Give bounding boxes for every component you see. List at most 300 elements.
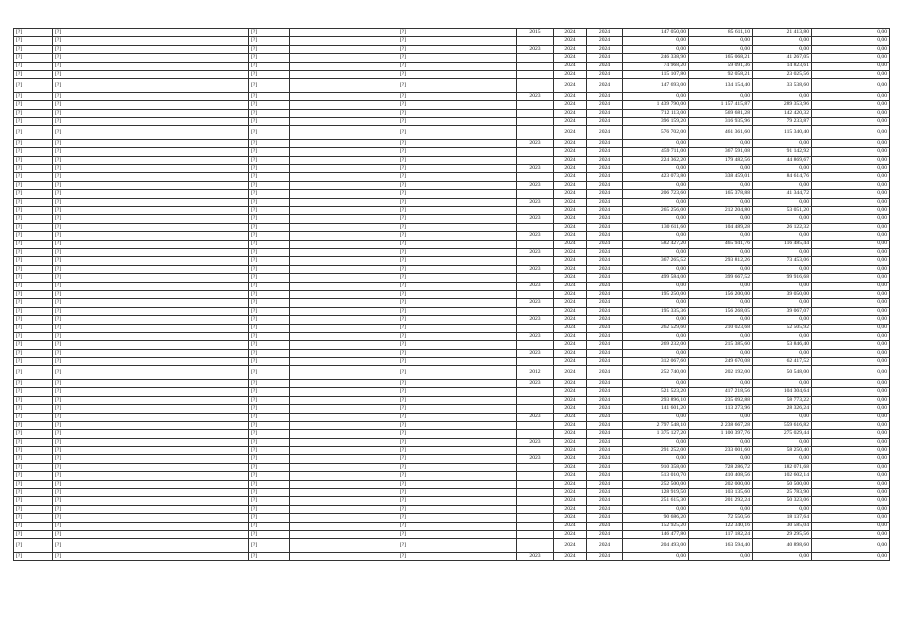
fund-share-cell: 85 611,10	[689, 29, 753, 37]
start-year-cell: 2024	[554, 332, 587, 340]
work-type-cell: [?]	[290, 223, 517, 231]
design-year-cell: 2023	[517, 349, 554, 357]
address-cell: [?]	[53, 497, 249, 505]
fund-share-cell: 367 591,08	[689, 148, 753, 156]
design-year-cell	[517, 489, 554, 497]
end-year-cell: 2024	[587, 341, 623, 349]
owner-share-cell: 0,00	[812, 530, 890, 538]
budget-share-cell: 53 846,40	[753, 341, 812, 349]
fund-share-cell: 0,00	[689, 215, 753, 223]
build-year-cell: [?]	[249, 388, 290, 396]
total-cost-cell: 459 711,00	[623, 148, 689, 156]
owner-share-cell: 0,00	[812, 463, 890, 471]
table-row	[14, 379, 890, 387]
work-type-cell: [?]	[290, 37, 517, 45]
design-year-cell	[517, 514, 554, 522]
total-cost-cell: 252 500,00	[623, 480, 689, 488]
budget-share-cell: 79 233,87	[753, 118, 812, 126]
build-year-cell: [?]	[249, 62, 290, 70]
address-cell: [?]	[53, 514, 249, 522]
budget-share-cell: 53 051,20	[753, 207, 812, 215]
row-number-cell: [?]	[14, 257, 53, 265]
work-type-cell: [?]	[290, 109, 517, 117]
total-cost-cell: 712 113,00	[623, 109, 689, 117]
address-cell: [?]	[53, 447, 249, 455]
budget-share-cell: 84 614,76	[753, 173, 812, 181]
table-row	[14, 109, 890, 117]
end-year-cell: 2024	[587, 413, 623, 421]
owner-share-cell: 0,00	[812, 92, 890, 100]
budget-share-cell: 0,00	[753, 139, 812, 147]
work-type-cell: [?]	[290, 539, 517, 553]
row-number-cell: [?]	[14, 282, 53, 290]
table-row	[14, 316, 890, 324]
budget-share-cell: 0,00	[753, 248, 812, 256]
work-type-cell: [?]	[290, 207, 517, 215]
table-row	[14, 497, 890, 505]
address-cell: [?]	[53, 299, 249, 307]
table-row	[14, 455, 890, 463]
address-cell: [?]	[53, 62, 249, 70]
end-year-cell: 2024	[587, 70, 623, 78]
budget-share-cell: 0,00	[753, 379, 812, 387]
start-year-cell: 2024	[554, 379, 587, 387]
total-cost-cell: 0,00	[623, 45, 689, 53]
start-year-cell: 2024	[554, 232, 587, 240]
design-year-cell	[517, 156, 554, 164]
design-year-cell: 2023	[517, 92, 554, 100]
table-row	[14, 505, 890, 513]
owner-share-cell: 0,00	[812, 505, 890, 513]
work-type-cell: [?]	[290, 447, 517, 455]
total-cost-cell: 265 256,00	[623, 207, 689, 215]
address-cell: [?]	[53, 37, 249, 45]
owner-share-cell: 0,00	[812, 349, 890, 357]
start-year-cell: 2024	[554, 522, 587, 530]
table-row	[14, 530, 890, 538]
budget-share-cell: 102 602,14	[753, 472, 812, 480]
end-year-cell: 2024	[587, 530, 623, 538]
work-type-cell: [?]	[290, 430, 517, 438]
build-year-cell: [?]	[249, 156, 290, 164]
total-cost-cell: 0,00	[623, 165, 689, 173]
address-cell: [?]	[53, 223, 249, 231]
address-cell: [?]	[53, 45, 249, 53]
build-year-cell: [?]	[249, 290, 290, 298]
build-year-cell: [?]	[249, 349, 290, 357]
work-type-cell: [?]	[290, 480, 517, 488]
build-year-cell: [?]	[249, 299, 290, 307]
table-row	[14, 257, 890, 265]
total-cost-cell: 910 358,00	[623, 463, 689, 471]
row-number-cell: [?]	[14, 240, 53, 248]
fund-share-cell: 0,00	[689, 438, 753, 446]
row-number-cell: [?]	[14, 248, 53, 256]
end-year-cell: 2024	[587, 379, 623, 387]
row-number-cell: [?]	[14, 539, 53, 553]
budget-share-cell: 30 585,04	[753, 522, 812, 530]
table-row	[14, 126, 890, 140]
total-cost-cell: 128 919,50	[623, 489, 689, 497]
address-cell: [?]	[53, 198, 249, 206]
fund-share-cell: 233 001,60	[689, 447, 753, 455]
end-year-cell: 2024	[587, 126, 623, 140]
row-number-cell: [?]	[14, 190, 53, 198]
design-year-cell: 2023	[517, 165, 554, 173]
end-year-cell: 2024	[587, 539, 623, 553]
start-year-cell: 2024	[554, 165, 587, 173]
owner-share-cell: 0,00	[812, 148, 890, 156]
work-type-cell: [?]	[290, 514, 517, 522]
address-cell: [?]	[53, 505, 249, 513]
row-number-cell: [?]	[14, 341, 53, 349]
address-cell: [?]	[53, 388, 249, 396]
table-row	[14, 156, 890, 164]
address-cell: [?]	[53, 126, 249, 140]
work-type-cell: [?]	[290, 438, 517, 446]
budget-share-cell: 0,00	[753, 316, 812, 324]
row-number-cell: [?]	[14, 463, 53, 471]
address-cell: [?]	[53, 405, 249, 413]
table-row	[14, 421, 890, 429]
work-type-cell: [?]	[290, 190, 517, 198]
table-row	[14, 324, 890, 332]
row-number-cell: [?]	[14, 358, 53, 366]
owner-share-cell: 0,00	[812, 472, 890, 480]
budget-share-cell: 0,00	[753, 265, 812, 273]
row-number-cell: [?]	[14, 489, 53, 497]
end-year-cell: 2024	[587, 324, 623, 332]
address-cell: [?]	[53, 379, 249, 387]
owner-share-cell: 0,00	[812, 316, 890, 324]
design-year-cell	[517, 207, 554, 215]
end-year-cell: 2024	[587, 79, 623, 93]
fund-share-cell: 156 268,05	[689, 307, 753, 315]
work-type-cell: [?]	[290, 396, 517, 404]
total-cost-cell: 130 611,60	[623, 223, 689, 231]
build-year-cell: [?]	[249, 396, 290, 404]
design-year-cell: 2023	[517, 232, 554, 240]
total-cost-cell: 1 439 790,00	[623, 101, 689, 109]
fund-share-cell: 122 340,16	[689, 522, 753, 530]
table-row	[14, 290, 890, 298]
total-cost-cell: 204 493,00	[623, 539, 689, 553]
work-type-cell: [?]	[290, 552, 517, 560]
fund-share-cell: 0,00	[689, 332, 753, 340]
end-year-cell: 2024	[587, 282, 623, 290]
row-number-cell: [?]	[14, 274, 53, 282]
table-row	[14, 405, 890, 413]
build-year-cell: [?]	[249, 438, 290, 446]
end-year-cell: 2024	[587, 552, 623, 560]
work-type-cell: [?]	[290, 472, 517, 480]
end-year-cell: 2024	[587, 299, 623, 307]
fund-share-cell: 0,00	[689, 282, 753, 290]
budget-share-cell: 39 067,07	[753, 307, 812, 315]
table-row	[14, 274, 890, 282]
total-cost-cell: 147 693,00	[623, 79, 689, 93]
budget-share-cell: 62 417,52	[753, 358, 812, 366]
fund-share-cell: 72 550,56	[689, 514, 753, 522]
budget-share-cell: 99 916,68	[753, 274, 812, 282]
budget-share-cell: 73 453,06	[753, 257, 812, 265]
start-year-cell: 2024	[554, 324, 587, 332]
budget-share-cell: 21 413,80	[753, 29, 812, 37]
build-year-cell: [?]	[249, 274, 290, 282]
end-year-cell: 2024	[587, 447, 623, 455]
end-year-cell: 2024	[587, 198, 623, 206]
table-row	[14, 54, 890, 62]
start-year-cell: 2024	[554, 472, 587, 480]
fund-share-cell: 399 667,52	[689, 274, 753, 282]
budget-share-cell: 25 783,90	[753, 489, 812, 497]
design-year-cell	[517, 388, 554, 396]
table-row	[14, 165, 890, 173]
row-number-cell: [?]	[14, 156, 53, 164]
total-cost-cell: 115 107,80	[623, 70, 689, 78]
owner-share-cell: 0,00	[812, 358, 890, 366]
work-type-cell: [?]	[290, 505, 517, 513]
work-type-cell: [?]	[290, 215, 517, 223]
owner-share-cell: 0,00	[812, 54, 890, 62]
fund-share-cell: 0,00	[689, 349, 753, 357]
start-year-cell: 2024	[554, 101, 587, 109]
owner-share-cell: 0,00	[812, 257, 890, 265]
row-number-cell: [?]	[14, 396, 53, 404]
owner-share-cell: 0,00	[812, 223, 890, 231]
design-year-cell: 2023	[517, 379, 554, 387]
work-type-cell: [?]	[290, 126, 517, 140]
total-cost-cell: 513 010,70	[623, 472, 689, 480]
work-type-cell: [?]	[290, 148, 517, 156]
start-year-cell: 2024	[554, 257, 587, 265]
fund-share-cell: 103 135,60	[689, 489, 753, 497]
address-cell: [?]	[53, 92, 249, 100]
start-year-cell: 2024	[554, 349, 587, 357]
address-cell: [?]	[53, 396, 249, 404]
row-number-cell: [?]	[14, 70, 53, 78]
fund-share-cell: 215 385,60	[689, 341, 753, 349]
design-year-cell	[517, 430, 554, 438]
design-year-cell: 2023	[517, 455, 554, 463]
total-cost-cell: 312 067,60	[623, 358, 689, 366]
work-type-cell: [?]	[290, 332, 517, 340]
design-year-cell	[517, 126, 554, 140]
end-year-cell: 2024	[587, 215, 623, 223]
row-number-cell: [?]	[14, 165, 53, 173]
fund-share-cell: 210 023,68	[689, 324, 753, 332]
total-cost-cell: 0,00	[623, 282, 689, 290]
fund-share-cell: 202 000,00	[689, 480, 753, 488]
budget-share-cell: 0,00	[753, 37, 812, 45]
row-number-cell: [?]	[14, 37, 53, 45]
budget-share-cell: 116 485,44	[753, 240, 812, 248]
budget-share-cell: 23 025,56	[753, 70, 812, 78]
total-cost-cell: 0,00	[623, 265, 689, 273]
address-cell: [?]	[53, 232, 249, 240]
design-year-cell	[517, 472, 554, 480]
start-year-cell: 2024	[554, 109, 587, 117]
work-type-cell: [?]	[290, 282, 517, 290]
work-type-cell: [?]	[290, 265, 517, 273]
owner-share-cell: 0,00	[812, 438, 890, 446]
fund-share-cell: 0,00	[689, 92, 753, 100]
budget-share-cell: 0,00	[753, 332, 812, 340]
build-year-cell: [?]	[249, 447, 290, 455]
work-type-cell: [?]	[290, 101, 517, 109]
total-cost-cell: 0,00	[623, 413, 689, 421]
address-cell: [?]	[53, 207, 249, 215]
start-year-cell: 2024	[554, 198, 587, 206]
design-year-cell: 2023	[517, 248, 554, 256]
total-cost-cell: 0,00	[623, 232, 689, 240]
address-cell: [?]	[53, 480, 249, 488]
work-type-cell: [?]	[290, 366, 517, 380]
address-cell: [?]	[53, 29, 249, 37]
start-year-cell: 2024	[554, 396, 587, 404]
owner-share-cell: 0,00	[812, 173, 890, 181]
start-year-cell: 2024	[554, 366, 587, 380]
build-year-cell: [?]	[249, 366, 290, 380]
row-number-cell: [?]	[14, 552, 53, 560]
row-number-cell: [?]	[14, 472, 53, 480]
fund-share-cell: 0,00	[689, 505, 753, 513]
row-number-cell: [?]	[14, 324, 53, 332]
address-cell: [?]	[53, 118, 249, 126]
table-row	[14, 282, 890, 290]
total-cost-cell: 0,00	[623, 316, 689, 324]
build-year-cell: [?]	[249, 307, 290, 315]
budget-share-cell: 26 122,32	[753, 223, 812, 231]
work-type-cell: [?]	[290, 307, 517, 315]
total-cost-cell: 0,00	[623, 455, 689, 463]
build-year-cell: [?]	[249, 223, 290, 231]
address-cell: [?]	[53, 366, 249, 380]
start-year-cell: 2024	[554, 341, 587, 349]
work-type-cell: [?]	[290, 341, 517, 349]
budget-share-cell: 0,00	[753, 299, 812, 307]
owner-share-cell: 0,00	[812, 514, 890, 522]
fund-share-cell: 728 286,72	[689, 463, 753, 471]
fund-share-cell: 92 058,21	[689, 70, 753, 78]
address-cell: [?]	[53, 522, 249, 530]
address-cell: [?]	[53, 148, 249, 156]
work-type-cell: [?]	[290, 139, 517, 147]
row-number-cell: [?]	[14, 421, 53, 429]
design-year-cell	[517, 54, 554, 62]
design-year-cell	[517, 109, 554, 117]
owner-share-cell: 0,00	[812, 405, 890, 413]
start-year-cell: 2024	[554, 181, 587, 189]
work-type-cell: [?]	[290, 489, 517, 497]
address-cell: [?]	[53, 349, 249, 357]
total-cost-cell: 0,00	[623, 552, 689, 560]
row-number-cell: [?]	[14, 332, 53, 340]
build-year-cell: [?]	[249, 248, 290, 256]
design-year-cell	[517, 505, 554, 513]
work-type-cell: [?]	[290, 232, 517, 240]
design-year-cell	[517, 257, 554, 265]
start-year-cell: 2024	[554, 388, 587, 396]
row-number-cell: [?]	[14, 413, 53, 421]
address-cell: [?]	[53, 530, 249, 538]
build-year-cell: [?]	[249, 165, 290, 173]
row-number-cell: [?]	[14, 45, 53, 53]
work-type-cell: [?]	[290, 118, 517, 126]
build-year-cell: [?]	[249, 421, 290, 429]
owner-share-cell: 0,00	[812, 341, 890, 349]
design-year-cell	[517, 522, 554, 530]
total-cost-cell: 0,00	[623, 92, 689, 100]
table-row	[14, 463, 890, 471]
table-row	[14, 552, 890, 560]
address-cell: [?]	[53, 139, 249, 147]
budget-share-cell: 0,00	[753, 349, 812, 357]
design-year-cell	[517, 290, 554, 298]
table-row	[14, 248, 890, 256]
fund-share-cell: 113 273,96	[689, 405, 753, 413]
design-year-cell	[517, 396, 554, 404]
owner-share-cell: 0,00	[812, 307, 890, 315]
fund-share-cell: 0,00	[689, 139, 753, 147]
address-cell: [?]	[53, 430, 249, 438]
total-cost-cell: 0,00	[623, 139, 689, 147]
owner-share-cell: 0,00	[812, 29, 890, 37]
owner-share-cell: 0,00	[812, 265, 890, 273]
budget-share-cell: 28 326,24	[753, 405, 812, 413]
design-year-cell	[517, 341, 554, 349]
total-cost-cell: 396 159,20	[623, 118, 689, 126]
work-type-cell: [?]	[290, 54, 517, 62]
build-year-cell: [?]	[249, 413, 290, 421]
work-type-cell: [?]	[290, 463, 517, 471]
total-cost-cell: 0,00	[623, 37, 689, 45]
end-year-cell: 2024	[587, 430, 623, 438]
row-number-cell: [?]	[14, 232, 53, 240]
fund-share-cell: 0,00	[689, 265, 753, 273]
start-year-cell: 2024	[554, 430, 587, 438]
row-number-cell: [?]	[14, 62, 53, 70]
fund-share-cell: 293 812,26	[689, 257, 753, 265]
budget-share-cell: 14 823,61	[753, 62, 812, 70]
budget-share-cell: 44 869,67	[753, 156, 812, 164]
fund-share-cell: 461 361,60	[689, 126, 753, 140]
row-number-cell: [?]	[14, 215, 53, 223]
end-year-cell: 2024	[587, 463, 623, 471]
start-year-cell: 2024	[554, 215, 587, 223]
budget-share-cell: 104 304,64	[753, 388, 812, 396]
build-year-cell: [?]	[249, 79, 290, 93]
fund-share-cell: 0,00	[689, 45, 753, 53]
address-cell: [?]	[53, 190, 249, 198]
build-year-cell: [?]	[249, 316, 290, 324]
budget-share-cell: 559 616,82	[753, 421, 812, 429]
start-year-cell: 2024	[554, 37, 587, 45]
owner-share-cell: 0,00	[812, 455, 890, 463]
end-year-cell: 2024	[587, 489, 623, 497]
table-row	[14, 37, 890, 45]
start-year-cell: 2024	[554, 413, 587, 421]
work-type-cell: [?]	[290, 62, 517, 70]
table-row	[14, 332, 890, 340]
row-number-cell: [?]	[14, 126, 53, 140]
design-year-cell	[517, 324, 554, 332]
budget-share-cell: 0,00	[753, 282, 812, 290]
design-year-cell: 2023	[517, 139, 554, 147]
row-number-cell: [?]	[14, 54, 53, 62]
fund-share-cell: 235 092,88	[689, 396, 753, 404]
table-body	[14, 29, 890, 561]
